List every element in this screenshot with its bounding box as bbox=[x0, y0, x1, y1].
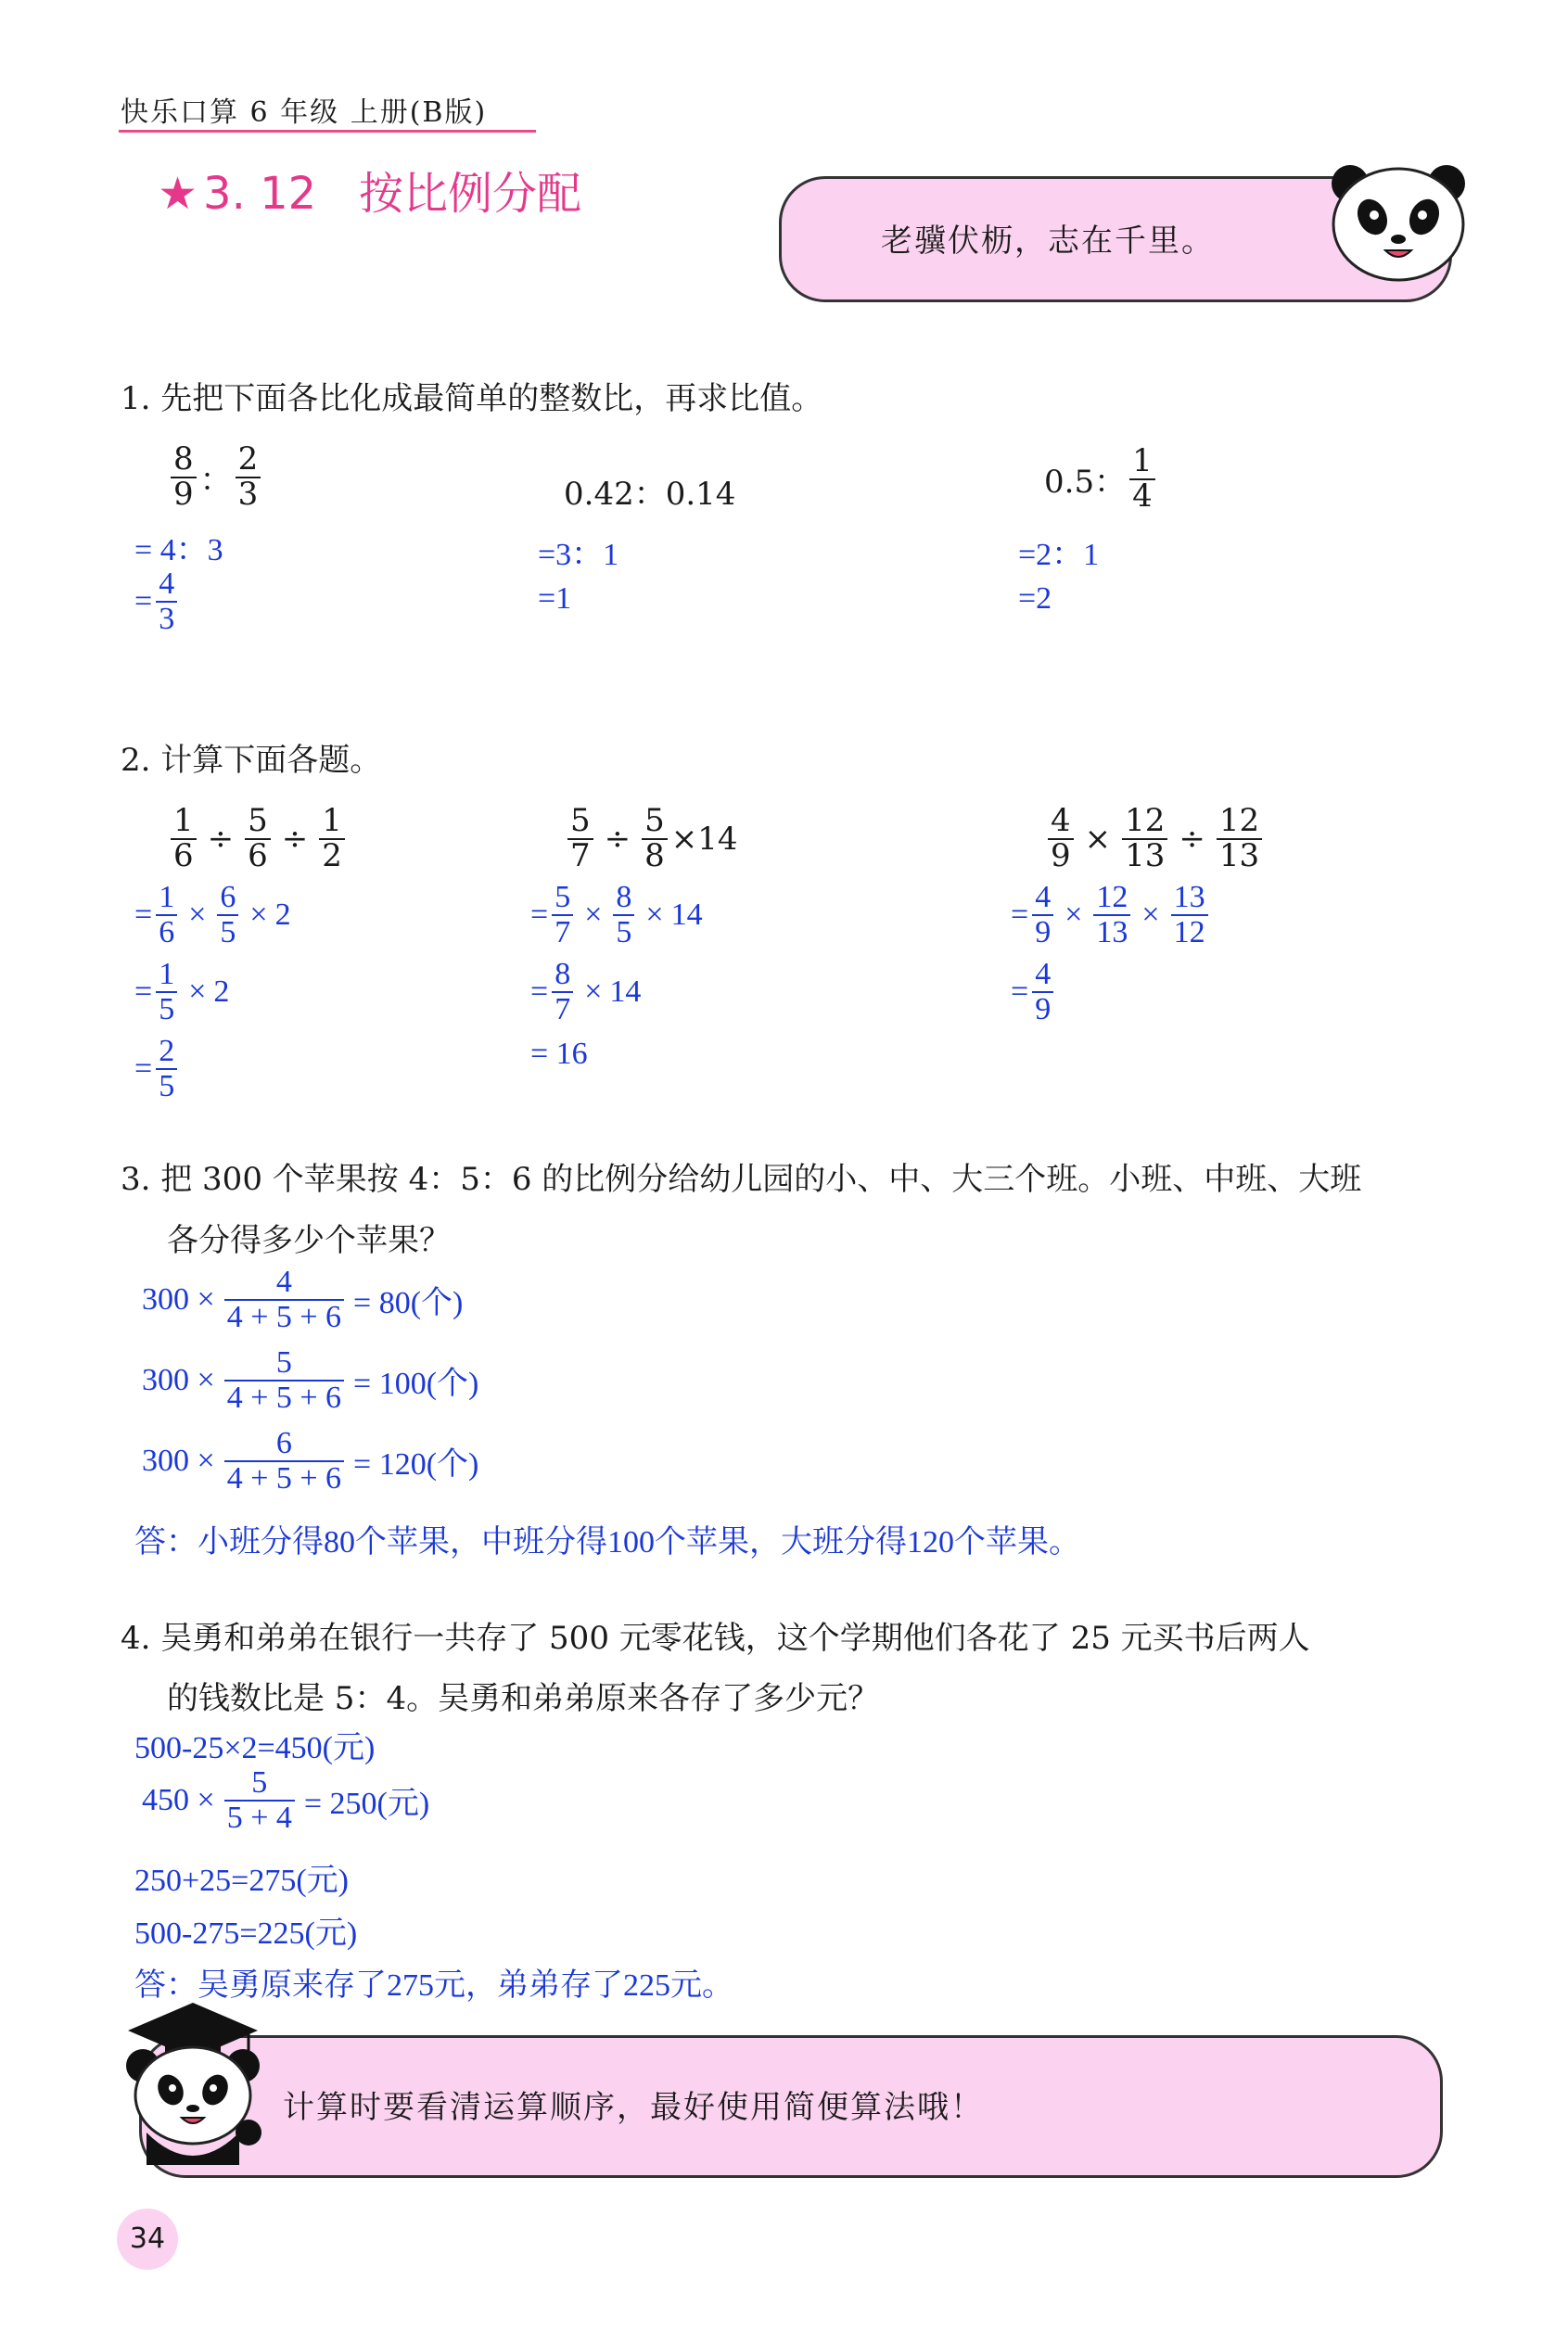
row-prefix: 300 × bbox=[142, 1443, 215, 1478]
number: 2 bbox=[274, 897, 291, 932]
fraction bbox=[1093, 881, 1130, 949]
denominator: 7 bbox=[552, 914, 573, 949]
fraction bbox=[156, 1035, 177, 1102]
number: 2 bbox=[213, 974, 230, 1009]
q4-prompt-line1: 4. 吴勇和弟弟在银行一共存了 500 元零花钱，这个学期他们各花了 25 元买书后两人 bbox=[121, 1620, 1310, 1657]
denominator: 12 bbox=[1171, 914, 1208, 949]
q4-line4: 500-275=225(元) bbox=[134, 1916, 358, 1951]
denominator: 9 bbox=[171, 477, 197, 512]
q2-prompt: 2. 计算下面各题。 bbox=[121, 742, 382, 779]
q1b-value: =1 bbox=[538, 581, 572, 616]
denominator: 4 + 5 + 6 bbox=[224, 1380, 344, 1415]
equals: = bbox=[1011, 897, 1029, 932]
ratio-value: 4：3 bbox=[159, 533, 223, 567]
fraction bbox=[156, 958, 177, 1025]
divide-sign: ÷ bbox=[604, 820, 631, 858]
numerator: 5 bbox=[275, 1345, 292, 1380]
row-prefix: 300 × bbox=[142, 1281, 215, 1317]
header-underline bbox=[119, 130, 536, 133]
fraction bbox=[613, 881, 634, 949]
times-sign: × bbox=[584, 974, 603, 1009]
numerator: 5 bbox=[555, 880, 571, 914]
fraction bbox=[1032, 881, 1053, 949]
fraction bbox=[217, 881, 238, 949]
fraction bbox=[552, 958, 573, 1025]
q1c-value: =2 bbox=[1018, 581, 1052, 616]
q3-row-3 bbox=[142, 1427, 478, 1495]
numerator: 5 bbox=[251, 1765, 268, 1800]
denominator: 7 bbox=[552, 991, 573, 1026]
q3-prompt-line1: 3. 把 300 个苹果按 4：5：6 的比例分给幼儿园的小、中、大三个班。小班、中班、大班 bbox=[121, 1161, 1362, 1198]
fraction bbox=[224, 1346, 344, 1414]
numerator: 12 bbox=[1125, 802, 1166, 839]
numerator: 1 bbox=[322, 802, 342, 839]
denominator: 6 bbox=[171, 838, 197, 873]
fraction bbox=[156, 881, 177, 949]
section-title-block bbox=[158, 158, 581, 222]
q4-line1: 500-25×2=450(元) bbox=[134, 1731, 376, 1765]
times-sign: × bbox=[249, 897, 268, 932]
fraction bbox=[1129, 442, 1155, 515]
numerator: 5 bbox=[644, 802, 665, 839]
fraction bbox=[245, 802, 271, 874]
numerator: 1 bbox=[173, 802, 194, 839]
q2a-line2 bbox=[134, 881, 291, 949]
denominator: 13 bbox=[1217, 838, 1262, 873]
q4-prompt-line2: 的钱数比是 5：4。吴勇和弟弟原来各存了多少元？ bbox=[167, 1680, 880, 1717]
q2b-line2 bbox=[530, 881, 703, 949]
divide-sign: ÷ bbox=[1179, 820, 1205, 858]
q1a-expr bbox=[167, 440, 264, 513]
times-sign: × bbox=[1064, 897, 1083, 932]
panda-graduate-icon bbox=[109, 1993, 276, 2170]
denominator: 8 bbox=[642, 838, 668, 873]
numerator: 13 bbox=[1173, 880, 1205, 914]
q3-prompt-line2: 各分得多少个苹果？ bbox=[167, 1222, 451, 1259]
fraction bbox=[567, 802, 593, 874]
fraction bbox=[1217, 802, 1262, 874]
divide-sign: ÷ bbox=[281, 820, 309, 858]
denominator: 6 bbox=[245, 838, 271, 873]
row-result: = 80(个) bbox=[353, 1286, 464, 1321]
fraction bbox=[552, 881, 573, 949]
times-sign: × bbox=[584, 897, 603, 932]
equals: = bbox=[134, 533, 153, 567]
q2c-line1 bbox=[1044, 802, 1266, 874]
fraction bbox=[224, 1766, 295, 1834]
times-sign: × bbox=[1141, 897, 1160, 932]
colon: ： bbox=[199, 462, 232, 500]
q1b-ratio: =3：1 bbox=[538, 538, 619, 572]
fraction bbox=[1048, 802, 1074, 874]
q2c-line3 bbox=[1011, 958, 1057, 1025]
q2c-line2 bbox=[1011, 881, 1212, 949]
numerator: 6 bbox=[220, 880, 236, 914]
q2a-line3 bbox=[134, 958, 229, 1025]
q1-prompt: 1. 先把下面各比化成最简单的整数比，再求比值。 bbox=[121, 380, 823, 417]
fraction bbox=[171, 802, 197, 874]
q2b-line1 bbox=[564, 802, 738, 874]
times-sign: × bbox=[1084, 820, 1112, 858]
fraction bbox=[224, 1427, 344, 1495]
q3-row-1 bbox=[142, 1266, 463, 1333]
divide-sign: ÷ bbox=[207, 820, 235, 858]
denominator: 4 + 5 + 6 bbox=[224, 1299, 344, 1334]
numerator: 8 bbox=[173, 440, 194, 478]
section-title: 按比例分配 bbox=[358, 168, 581, 220]
numerator: 1 bbox=[1132, 442, 1153, 479]
equals: = bbox=[134, 583, 153, 618]
denominator: 5 + 4 bbox=[224, 1800, 295, 1835]
motto-text: 老骥伏枥，志在千里。 bbox=[881, 223, 1215, 260]
number: 14 bbox=[670, 897, 703, 932]
row-result: = 120(个) bbox=[353, 1447, 479, 1483]
row-prefix: 300 × bbox=[142, 1362, 215, 1397]
fraction bbox=[236, 440, 261, 513]
q1a-value bbox=[134, 567, 181, 635]
numerator: 4 bbox=[159, 567, 175, 601]
numerator: 8 bbox=[555, 957, 571, 991]
times-number: ×14 bbox=[670, 820, 738, 858]
numerator: 4 bbox=[1051, 802, 1071, 839]
row-result: = 250(元) bbox=[303, 1787, 430, 1822]
fraction bbox=[156, 567, 177, 635]
numerator: 4 bbox=[275, 1265, 292, 1299]
q1c-ratio: =2：1 bbox=[1018, 538, 1100, 572]
numerator: 2 bbox=[159, 1034, 175, 1068]
row-result: = 100(个) bbox=[353, 1367, 479, 1402]
numerator: 8 bbox=[616, 880, 632, 914]
denominator: 6 bbox=[156, 914, 177, 949]
denominator: 13 bbox=[1122, 838, 1167, 873]
times-sign: × bbox=[645, 897, 664, 932]
fraction bbox=[224, 1266, 344, 1333]
denominator: 5 bbox=[217, 914, 238, 949]
fraction bbox=[1171, 881, 1208, 949]
equals: = bbox=[134, 974, 153, 1009]
numerator: 6 bbox=[275, 1426, 292, 1460]
panda-head-icon bbox=[1324, 158, 1472, 287]
fraction bbox=[319, 802, 345, 874]
q4-frac-row bbox=[142, 1766, 429, 1834]
section-number: 3. 12 bbox=[203, 168, 317, 220]
q2a-line1 bbox=[167, 802, 349, 874]
q2a-line4 bbox=[134, 1035, 181, 1102]
numerator: 2 bbox=[237, 440, 259, 478]
numerator: 4 bbox=[1035, 880, 1052, 914]
denominator: 2 bbox=[319, 838, 345, 873]
row-prefix: 450 × bbox=[142, 1782, 215, 1817]
expr-left: 0.5： bbox=[1044, 464, 1127, 502]
denominator: 7 bbox=[567, 838, 593, 873]
q1a-ratio bbox=[134, 524, 223, 569]
numerator: 5 bbox=[248, 802, 268, 839]
q1b-expr: 0.42：0.14 bbox=[564, 476, 736, 513]
times-sign: × bbox=[188, 897, 207, 932]
denominator: 3 bbox=[236, 477, 261, 512]
q4-line3: 250+25=275(元) bbox=[134, 1864, 349, 1898]
numerator: 12 bbox=[1096, 880, 1128, 914]
q3-answer: 答：小班分得80个苹果，中班分得100个苹果，大班分得120个苹果。 bbox=[134, 1525, 1080, 1560]
numerator: 5 bbox=[570, 802, 591, 839]
number: 14 bbox=[609, 974, 642, 1009]
q4-answer: 答：吴勇原来存了275元，弟弟存了225元。 bbox=[134, 1968, 733, 2003]
denominator: 5 bbox=[156, 1068, 177, 1103]
equals: = bbox=[1011, 974, 1029, 1009]
equals: = bbox=[134, 1051, 153, 1086]
fraction bbox=[1122, 802, 1167, 874]
denominator: 9 bbox=[1032, 914, 1053, 949]
denominator: 13 bbox=[1093, 914, 1130, 949]
q2b-line3 bbox=[530, 958, 641, 1025]
numerator: 12 bbox=[1218, 802, 1260, 839]
q3-row-2 bbox=[142, 1346, 478, 1414]
q1c-expr bbox=[1044, 442, 1159, 515]
page-number: 34 bbox=[117, 2209, 178, 2270]
denominator: 9 bbox=[1048, 838, 1074, 873]
denominator: 4 + 5 + 6 bbox=[224, 1460, 344, 1496]
times-sign: × bbox=[188, 974, 207, 1009]
denominator: 3 bbox=[156, 601, 177, 636]
star-icon: ★ bbox=[158, 168, 198, 220]
denominator: 4 bbox=[1129, 478, 1155, 514]
fraction bbox=[1032, 958, 1053, 1025]
numerator: 1 bbox=[159, 957, 175, 991]
equals: = bbox=[134, 897, 153, 932]
denominator: 9 bbox=[1032, 991, 1053, 1026]
denominator: 5 bbox=[613, 914, 634, 949]
tip-text: 计算时要看清运算顺序，最好使用简便算法哦！ bbox=[283, 2089, 984, 2126]
fraction bbox=[642, 802, 668, 874]
numerator: 1 bbox=[159, 880, 175, 914]
fraction bbox=[171, 440, 197, 513]
q2b-line4: = 16 bbox=[530, 1037, 588, 1071]
numerator: 4 bbox=[1035, 957, 1052, 991]
denominator: 5 bbox=[156, 991, 177, 1026]
equals: = bbox=[530, 974, 549, 1009]
equals: = bbox=[530, 897, 549, 932]
book-title: 快乐口算 6 年级 上册(B版) bbox=[121, 96, 488, 129]
